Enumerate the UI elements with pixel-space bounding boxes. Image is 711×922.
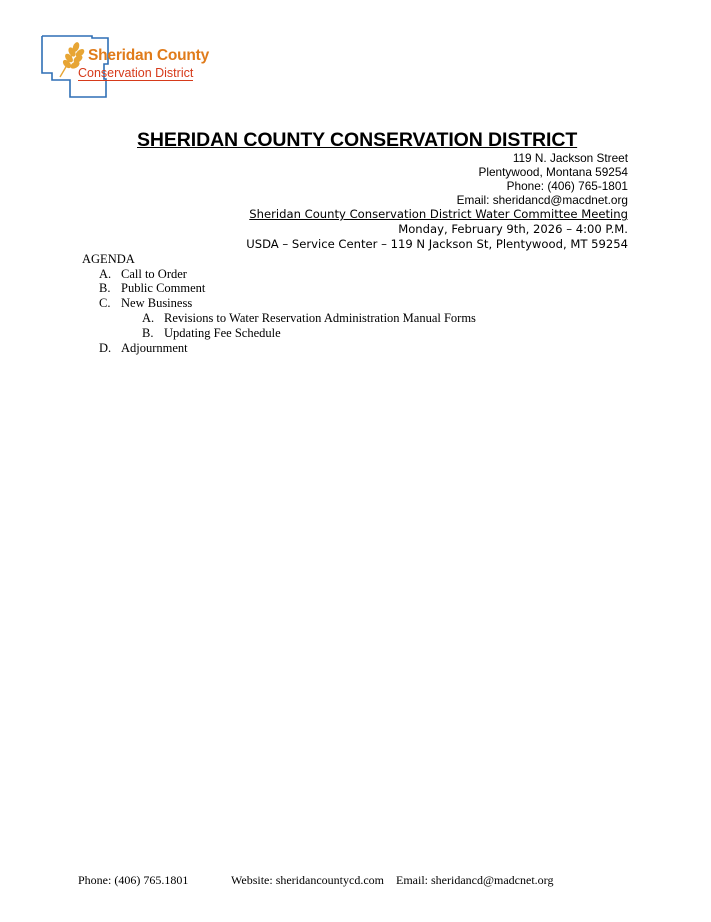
address-phone: Phone: (406) 765-1801: [506, 179, 628, 193]
meeting-location: USDA – Service Center – 119 N Jackson St, Plentywood, MT 59254: [246, 237, 628, 251]
address-email: Email: sheridancd@macdnet.org: [456, 193, 628, 207]
logo-text-bottom: Conservation District: [78, 66, 194, 80]
meeting-name: Sheridan County Conservation District Water Committee Meeting: [249, 207, 628, 221]
address-street: 119 N. Jackson Street: [512, 151, 628, 165]
logo: [40, 35, 210, 99]
agenda-subitem: [142, 311, 476, 326]
footer-website: Website: sheridancountycd.com: [231, 873, 384, 887]
agenda-item-text: Adjournment: [121, 341, 188, 355]
agenda-item-label: B.: [142, 326, 154, 340]
agenda-item-text: New Business: [121, 296, 193, 310]
agenda-item-label: D.: [99, 341, 112, 355]
agenda-item-text: Revisions to Water Reservation Administration Manual Forms: [164, 311, 476, 325]
agenda-subitem: [142, 326, 281, 341]
address-city: Plentywood, Montana 59254: [478, 165, 628, 179]
page-title: SHERIDAN COUNTY CONSERVATION DISTRICT: [137, 129, 578, 151]
agenda-item: [99, 341, 188, 356]
agenda-item-text: Public Comment: [121, 281, 206, 295]
footer-email: Email: sheridancd@madcnet.org: [396, 873, 554, 887]
agenda-item-text: Updating Fee Schedule: [164, 326, 281, 340]
agenda-item-label: B.: [99, 281, 111, 295]
agenda-item: [99, 296, 192, 311]
logo-text-top: Sheridan County: [88, 47, 210, 64]
agenda-item-text: Call to Order: [121, 267, 187, 281]
agenda-item: [99, 281, 205, 296]
footer-phone: Phone: (406) 765.1801: [78, 873, 189, 887]
agenda-item-label: A.: [99, 267, 112, 281]
agenda-item: [99, 267, 187, 282]
agenda-heading: AGENDA: [82, 252, 135, 266]
meeting-date: Monday, February 9th, 2026 – 4:00 P.M.: [398, 222, 628, 236]
agenda-item-label: A.: [142, 311, 155, 325]
agenda-item-label: C.: [99, 296, 111, 310]
